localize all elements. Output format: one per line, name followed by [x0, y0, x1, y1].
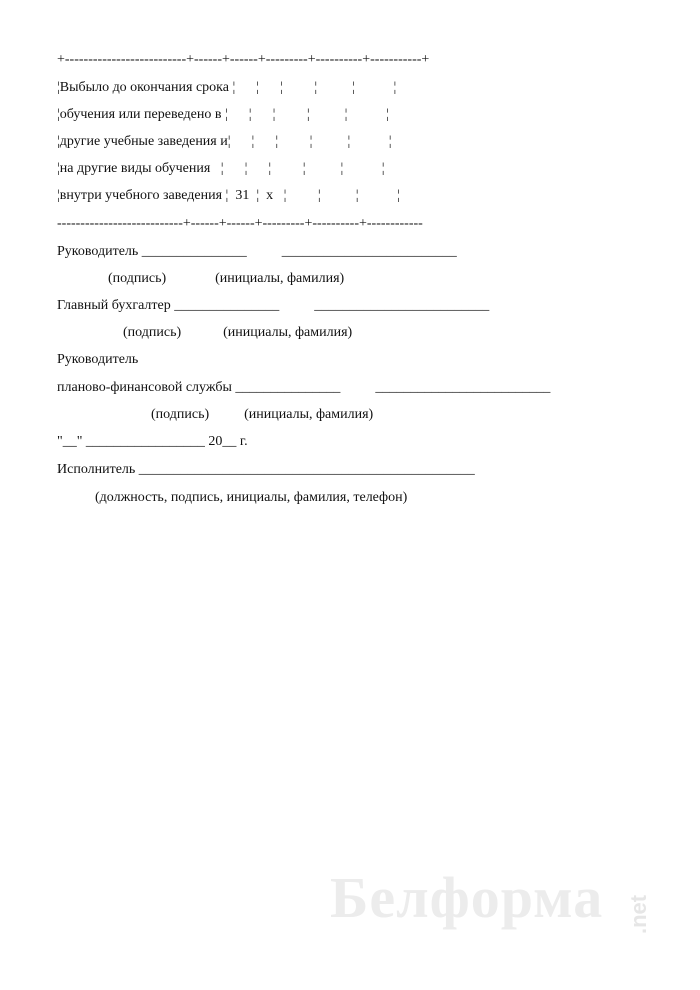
table-row: ¦обучения или переведено в ¦ ¦ ¦ ¦ ¦ ¦ [57, 107, 389, 122]
planning-head-caption: (подпись) (инициалы, фамилия) [151, 407, 374, 422]
executor-line: Исполнитель ________________________________________________ [57, 462, 475, 477]
table-row: ¦другие учебные заведения и¦ ¦ ¦ ¦ ¦ ¦ [57, 134, 392, 149]
accountant-signature-caption: (подпись) (инициалы, фамилия) [123, 325, 353, 340]
planning-head-signature-line: планово-финансовой службы _______________ _________________________ [57, 380, 551, 395]
executor-caption: (должность, подпись, инициалы, фамилия, телефон) [95, 490, 408, 505]
watermark-suffix: .net [626, 894, 651, 934]
head-signature-line: Руководитель _______________ _________________________ [57, 244, 457, 259]
accountant-signature-line: Главный бухгалтер _______________ _________________________ [57, 298, 490, 313]
table-row: ¦Выбыло до окончания срока ¦ ¦ ¦ ¦ ¦ ¦ [57, 80, 397, 95]
head-signature-caption: (подпись) (инициалы, фамилия) [108, 271, 345, 286]
table-row: ¦на другие виды обучения ¦ ¦ ¦ ¦ ¦ ¦ [57, 161, 385, 176]
date-line: "__" _________________ 20__ г. [57, 434, 248, 449]
table-row: ¦внутри учебного заведения ¦ 31 ¦ x ¦ ¦ ¦ ¦ [57, 188, 400, 203]
planning-head-title: Руководитель [57, 352, 139, 367]
watermark-logo: Белформа [330, 865, 604, 930]
table-top-border: +--------------------------+------+------+---------+----------+-----------+ [57, 52, 430, 67]
table-bottom-border: ---------------------------+------+------+---------+----------+------------ [57, 216, 423, 231]
